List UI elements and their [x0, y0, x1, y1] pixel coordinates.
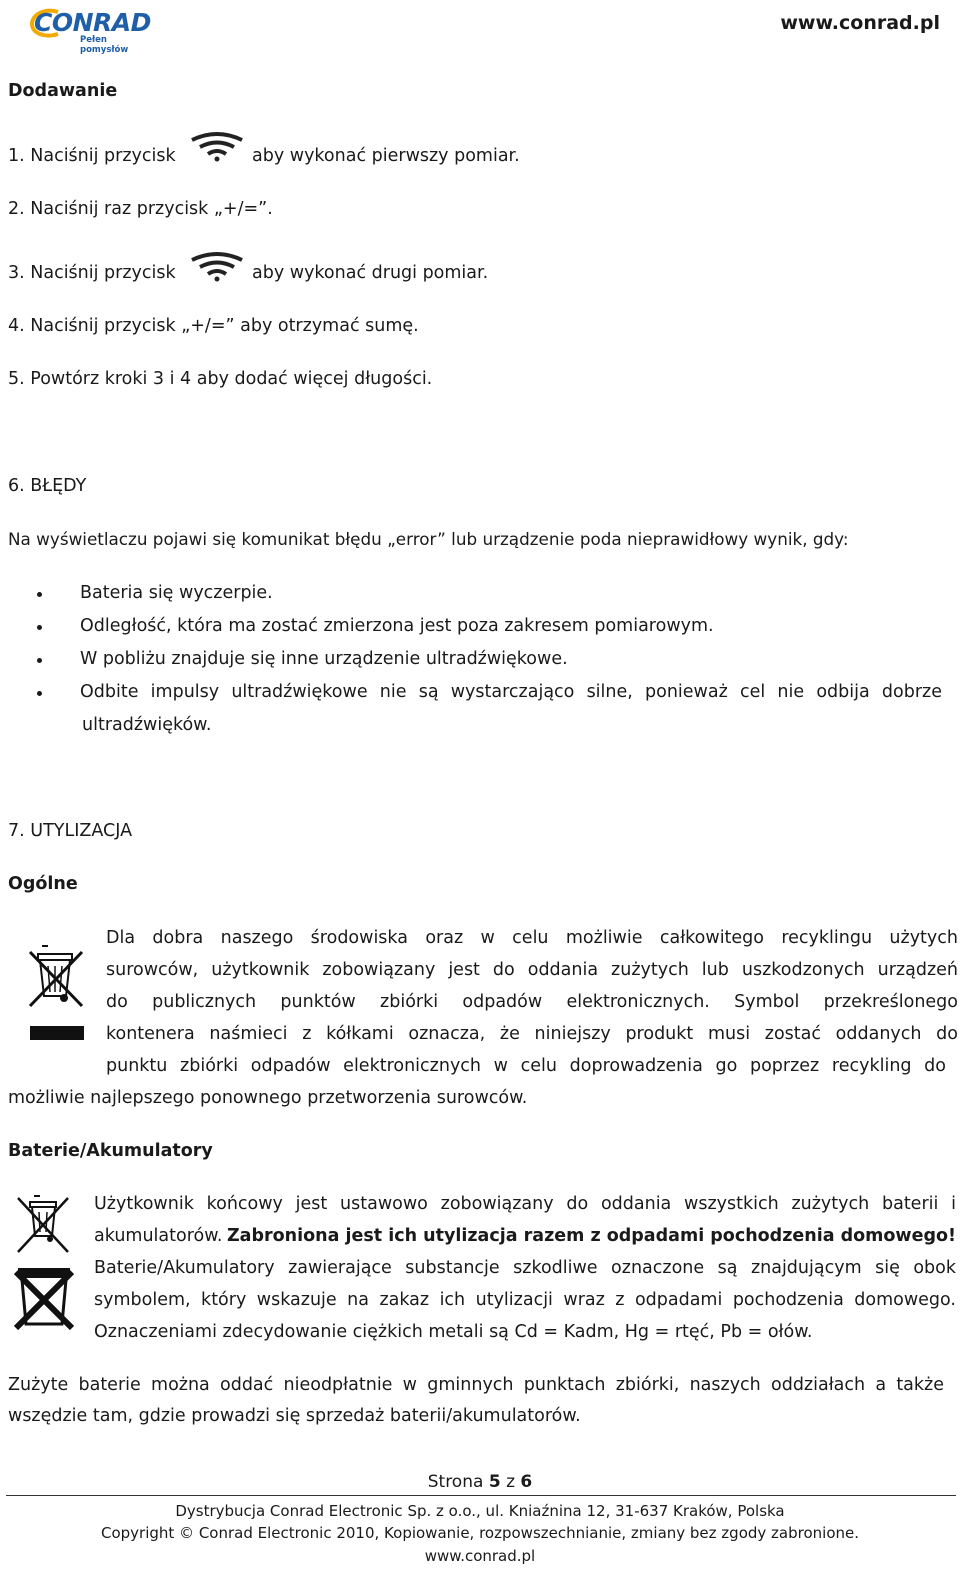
page-total: 6	[520, 1472, 533, 1492]
step-4: 4. Naciśnij przycisk „+/=” aby otrzymać sumę.	[8, 316, 419, 336]
bullet-dot	[37, 658, 42, 663]
heading-batteries: Baterie/Akumulatory	[8, 1141, 213, 1161]
battery-line: Użytkownik końcowy jest ustawowo zobowiązany do oddania wszystkich zużytych baterii i	[94, 1194, 956, 1214]
error-bullet: Odległość, która ma zostać zmierzona jest poza zakresem pomiarowym.	[80, 616, 714, 636]
crossed-bin-small-icon	[18, 1196, 68, 1252]
footer-copyright: Copyright © Conrad Electronic 2010, Kopiowanie, rozpowszechnianie, zmiany bez zgody zabronione.	[101, 1524, 859, 1542]
page-current: 5	[488, 1472, 501, 1492]
footer-website[interactable]: www.conrad.pl	[424, 1547, 536, 1565]
bullet-dot	[37, 691, 42, 696]
step-2: 2. Naciśnij raz przycisk „+/=”.	[8, 199, 273, 219]
heading-dodawanie: Dodawanie	[8, 81, 118, 101]
final-line: Zużyte baterie można oddać nieodpłatnie w gminnych punktach zbiórki, naszych oddziałach a także	[8, 1375, 944, 1395]
bullet-dot	[37, 592, 42, 597]
conrad-logo	[28, 6, 151, 55]
page-number	[0, 1472, 960, 1492]
step-3-before: 3. Naciśnij przycisk	[8, 263, 176, 283]
battery-line: symbolem, który wskazuje na zakaz ich utylizacji wraz z odpadami pochodzenia domowego.	[94, 1290, 956, 1310]
measure-button-icon	[188, 250, 246, 282]
footer-distributor: Dystrybucja Conrad Electronic Sp. z o.o., ul. Kniaźnina 12, 31-637 Kraków, Polska	[175, 1502, 785, 1520]
header-website[interactable]: www.conrad.pl	[780, 12, 940, 34]
page-sep: z	[506, 1472, 515, 1492]
error-bullet: Odbite impulsy ultradźwiękowe nie są wystarczająco silne, ponieważ cel nie odbija dobrze	[80, 682, 942, 702]
logo-text: CONRAD	[34, 8, 151, 37]
errors-intro: Na wyświetlaczu pojawi się komunikat błędu „error” lub urządzenie poda nieprawidłowy wynik, gdy:	[8, 529, 849, 549]
heading-disposal: 7. UTYLIZACJA	[8, 821, 133, 841]
step-1	[8, 145, 176, 167]
battery-line: Oznaczeniami zdecydowanie ciężkich metali są Cd = Kadm, Hg = rtęć, Pb = ołów.	[94, 1322, 813, 1342]
footer-divider	[6, 1495, 956, 1496]
general-line: do publicznych punktów zbiórki odpadów elektronicznych. Symbol przekreślonego	[106, 992, 958, 1012]
general-line: punktu zbiórki odpadów elektronicznych w celu doprowadzenia go poprzez recykling do	[106, 1056, 946, 1076]
crossed-bin-icon	[26, 940, 88, 1042]
error-bullet-continuation: ultradźwięków.	[82, 715, 212, 735]
measure-button-icon	[188, 130, 246, 162]
error-bullet: Bateria się wyczerpie.	[80, 583, 273, 603]
battery-line-mixed	[94, 1225, 956, 1247]
general-last-line: możliwie najlepszego ponownego przetworzenia surowców.	[8, 1088, 528, 1108]
battery-line: Baterie/Akumulatory zawierające substancje szkodliwe oznaczone są znajdującym się obok	[94, 1258, 956, 1278]
step-5: 5. Powtórz kroki 3 i 4 aby dodać więcej długości.	[8, 369, 433, 389]
general-line: Dla dobra naszego środowiska oraz w celu możliwie całkowitego recyklingu użytych	[106, 928, 958, 948]
battery-line-bold: Zabroniona jest ich utylizacja razem z odpadami pochodzenia domowego!	[226, 1226, 956, 1246]
crossed-bin-large-icon	[16, 1268, 72, 1328]
logo-tagline: Pełen pomysłów	[80, 35, 129, 55]
bullet-dot	[37, 625, 42, 630]
step-1-after: aby wykonać pierwszy pomiar.	[252, 146, 520, 166]
error-bullet: W pobliżu znajduje się inne urządzenie ultradźwiękowe.	[80, 649, 568, 669]
heading-general: Ogólne	[8, 874, 78, 894]
battery-line-normal: akumulatorów.	[94, 1226, 223, 1246]
final-line: wszędzie tam, gdzie prowadzi się sprzedaż baterii/akumulatorów.	[8, 1406, 581, 1426]
general-line: kontenera naśmieci z kółkami oznacza, że niniejszy produkt musi zostać oddanych do	[106, 1024, 958, 1044]
battery-bin-icons	[12, 1192, 78, 1332]
step-1-before: 1. Naciśnij przycisk	[8, 146, 176, 166]
page-prefix: Strona	[427, 1472, 484, 1492]
general-line: surowców, użytkownik zobowiązany jest do oddania zużytych lub uszkodzonych urządzeń	[106, 960, 958, 980]
heading-errors: 6. BŁĘDY	[8, 476, 87, 496]
step-3-after: aby wykonać drugi pomiar.	[252, 263, 489, 283]
